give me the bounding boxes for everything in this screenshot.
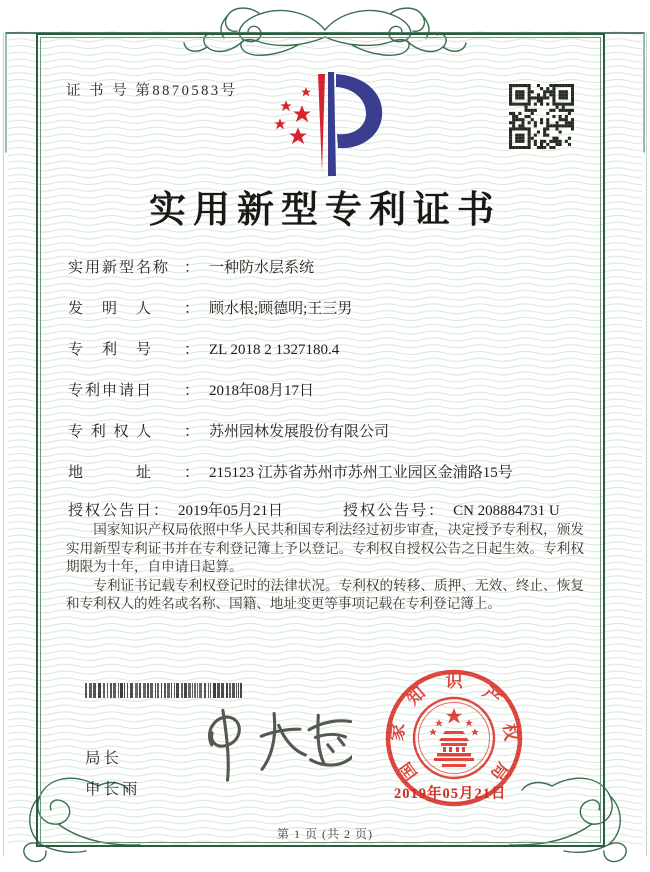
field-utility-model-name: 实用新型名称 ： 一种防水层系统: [68, 256, 314, 280]
field-value: 苏州园林发展股份有限公司: [209, 424, 390, 440]
certificate-title: 实用新型专利证书: [149, 190, 501, 231]
seal-char: 识: [445, 671, 463, 691]
seal-char: 家: [386, 722, 409, 742]
field-patent-number: 专 利 号 ： ZL 2018 2 1327180.4: [68, 338, 339, 362]
field-label: 授权公告号: [343, 503, 429, 519]
legal-paragraph: 专利证书记载专利权登记时的法律状况。专利权的转移、质押、无效、终止、恢复和专利权人的姓名或名称、国籍、地址变更等事项记载在专利登记簿上。: [66, 577, 584, 612]
field-label: 地 址: [68, 465, 154, 481]
field-grant-date-and-number: 授权公告日： 2019年05月21日 授权公告号： CN 208884731 U: [68, 499, 560, 523]
seal-char: 权: [499, 722, 522, 742]
field-value: 215123 江苏省苏州市苏州工业园区金浦路15号: [209, 465, 513, 481]
field-address: 地 址 ： 215123 江苏省苏州市苏州工业园区金浦路15号: [68, 461, 513, 485]
page-number: 第 1 页 (共 2 页): [277, 827, 373, 841]
field-inventors: 发 明 人 ： 顾水根;顾德明;王三男: [68, 297, 352, 321]
seal-char: 国: [394, 758, 422, 785]
seal-date: 2019年05月21日: [394, 786, 507, 802]
field-filing-date: 专利申请日 ： 2018年08月17日: [68, 379, 314, 403]
legal-paragraph: 国家知识产权局依照中华人民共和国专利法经过初步审查，决定授予专利权，颁发实用新型专利证书并在专利登记簿上予以登记。专利权自授权公告之日起生效。专利权期限为十年，自申请日起算。: [66, 522, 584, 575]
barcode: [85, 683, 244, 698]
signer-title: 局长: [85, 750, 123, 767]
legal-text: [66, 521, 584, 614]
field-value: 2018年08月17日: [209, 383, 315, 399]
certificate-number: 证 书 号 第8870583号: [66, 83, 238, 99]
seal-char: 产: [478, 682, 506, 709]
cnipa-logo-icon: [262, 68, 394, 180]
field-label: 专利申请日: [68, 383, 154, 399]
field-value: 一种防水层系统: [209, 260, 315, 276]
field-label: 实用新型名称: [68, 260, 171, 276]
field-label: 发 明 人: [68, 301, 154, 317]
field-value: CN 208884731 U: [453, 503, 560, 519]
qr-code: [509, 84, 574, 149]
field-value: 2019年05月21日: [178, 503, 284, 519]
signature-icon: [182, 700, 352, 800]
field-label: 专 利 权 人: [68, 424, 154, 440]
seal-char: 知: [402, 682, 430, 709]
seal-char: 局: [486, 758, 514, 785]
field-label: 专 利 号: [68, 342, 154, 358]
field-value: ZL 2018 2 1327180.4: [209, 342, 340, 358]
national-emblem-icon: [429, 708, 479, 767]
field-value: 顾水根;顾德明;王三男: [209, 301, 353, 317]
signer-name: 申长雨: [85, 781, 141, 798]
field-patentee: 专 利 权 人 ： 苏州园林发展股份有限公司: [68, 420, 389, 444]
field-label: 授权公告日: [68, 503, 154, 519]
